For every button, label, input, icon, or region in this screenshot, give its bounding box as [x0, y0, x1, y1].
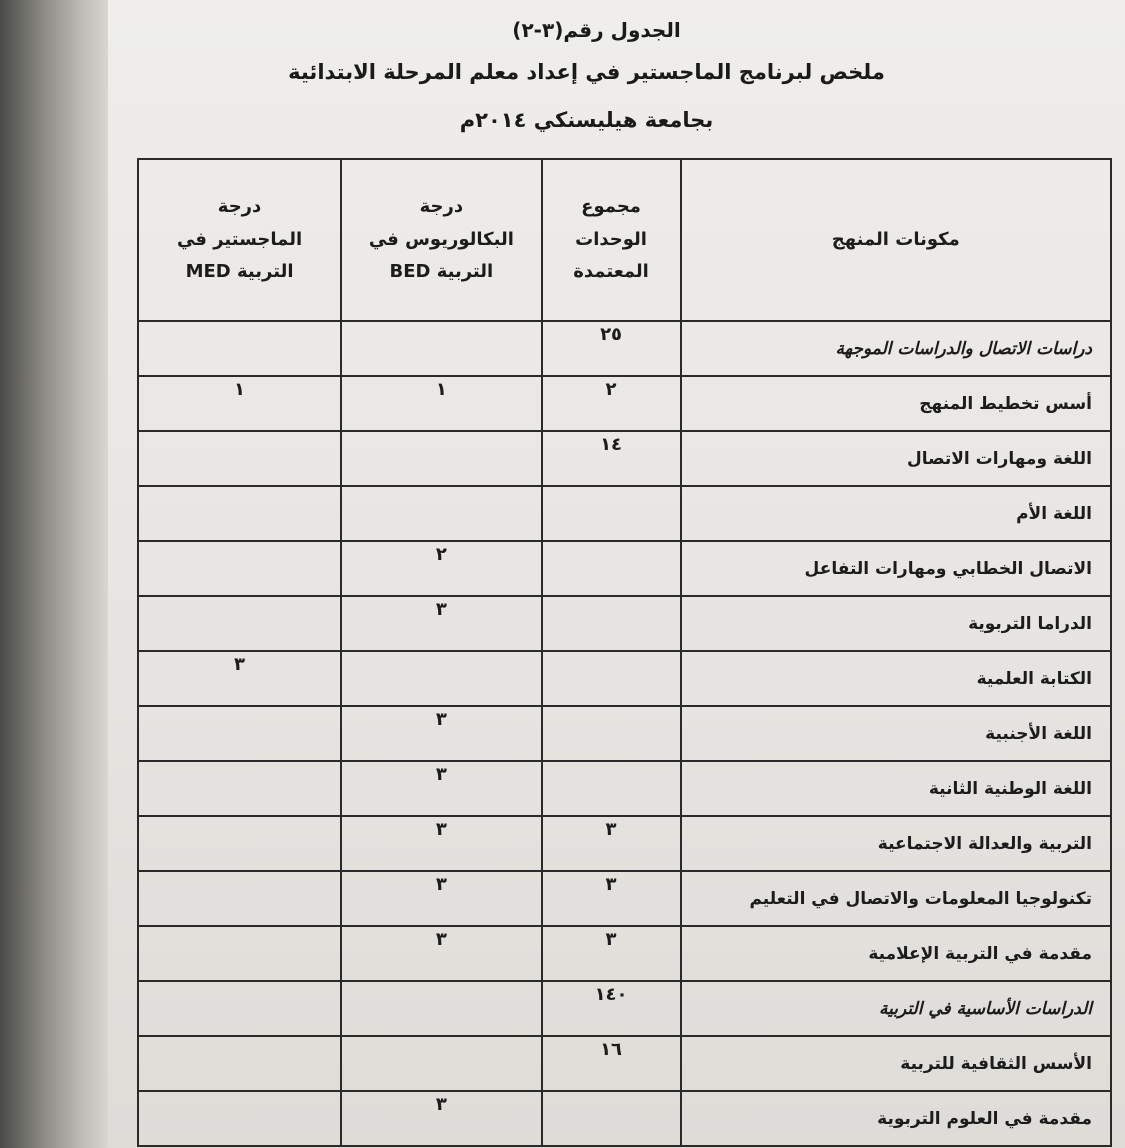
row-bed: ١ [341, 376, 541, 431]
header-med-line1: درجة [217, 196, 262, 218]
header-med-line3: التربية MED [185, 261, 294, 283]
row-component: الدراما التربوية [681, 596, 1111, 651]
table-row [138, 486, 1111, 541]
row-component: التربية والعدالة الاجتماعية [681, 816, 1111, 871]
row-units [542, 1091, 681, 1146]
table-row [138, 981, 1111, 1036]
row-units: ٣ [542, 816, 681, 871]
table-row [138, 376, 1111, 431]
table-row [138, 871, 1111, 926]
header-bed-line3: التربية BED [389, 261, 494, 283]
table-row [138, 816, 1111, 871]
row-bed [341, 321, 541, 376]
row-component: اللغة ومهارات الاتصال [681, 431, 1111, 486]
row-med [138, 1036, 341, 1091]
row-bed: ٣ [341, 761, 541, 816]
row-units [542, 761, 681, 816]
row-units [542, 541, 681, 596]
row-bed [341, 651, 541, 706]
row-bed [341, 981, 541, 1036]
table-row [138, 761, 1111, 816]
row-bed [341, 1036, 541, 1091]
row-bed [341, 486, 541, 541]
row-med [138, 871, 341, 926]
row-units [542, 486, 681, 541]
row-component: الاتصال الخطابي ومهارات التفاعل [681, 541, 1111, 596]
row-med [138, 541, 341, 596]
header-units [542, 159, 681, 321]
row-component: اللغة الأجنبية [681, 706, 1111, 761]
table-number: الجدول رقم(٣-٢) [512, 18, 681, 42]
table-row [138, 541, 1111, 596]
table-row [138, 651, 1111, 706]
row-component: مقدمة في العلوم التربوية [681, 1091, 1111, 1146]
row-med: ٣ [138, 651, 341, 706]
row-units [542, 596, 681, 651]
table-title: ملخص لبرنامج الماجستير في إعداد معلم المرحلة الابتدائية [288, 60, 885, 84]
row-component: اللغة الأم [681, 486, 1111, 541]
table-row [138, 706, 1111, 761]
row-med [138, 981, 341, 1036]
header-bed-line1: درجة [419, 196, 464, 218]
row-med [138, 1091, 341, 1146]
row-bed: ٣ [341, 816, 541, 871]
row-component: الدراسات الأساسية في التربية [681, 981, 1111, 1036]
table-row [138, 596, 1111, 651]
row-med [138, 321, 341, 376]
row-units: ٣ [542, 871, 681, 926]
row-component: مقدمة في التربية الإعلامية [681, 926, 1111, 981]
row-units: ٣ [542, 926, 681, 981]
row-bed: ٣ [341, 926, 541, 981]
row-units: ١٤ [542, 431, 681, 486]
table-row [138, 321, 1111, 376]
row-med [138, 596, 341, 651]
header-components-label: مكونات المنهج [831, 228, 960, 250]
row-units: ١٤٠ [542, 981, 681, 1036]
row-bed: ٢ [341, 541, 541, 596]
table-subtitle: بجامعة هيليسنكي ٢٠١٤م [459, 108, 714, 132]
row-bed: ٣ [341, 596, 541, 651]
row-units: ١٦ [542, 1036, 681, 1091]
row-component: الكتابة العلمية [681, 651, 1111, 706]
header-units-line3: المعتمدة [573, 261, 649, 283]
table-row [138, 431, 1111, 486]
header-row [138, 159, 1111, 321]
row-component: الأسس الثقافية للتربية [681, 1036, 1111, 1091]
table-row [138, 926, 1111, 981]
row-component: دراسات الاتصال والدراسات الموجهة [681, 321, 1111, 376]
book-spine-shadow [0, 0, 108, 1148]
curriculum-table [137, 158, 1112, 1147]
header-med-line2: الماجستير في [176, 228, 303, 250]
row-units [542, 706, 681, 761]
row-med [138, 431, 341, 486]
row-med [138, 486, 341, 541]
header-units-line1: مجموع [581, 196, 641, 218]
header-components [681, 159, 1111, 321]
book-page [108, 0, 1125, 1148]
row-component: أسس تخطيط المنهج [681, 376, 1111, 431]
row-component: اللغة الوطنية الثانية [681, 761, 1111, 816]
header-med [138, 159, 341, 321]
row-bed: ٣ [341, 706, 541, 761]
row-bed: ٣ [341, 871, 541, 926]
header-bed [341, 159, 541, 321]
row-med: ١ [138, 376, 341, 431]
table-row [138, 1036, 1111, 1091]
row-med [138, 706, 341, 761]
row-med [138, 816, 341, 871]
header-bed-line2: البكالوريوس في [368, 228, 514, 250]
header-units-line2: الوحدات [575, 228, 647, 250]
row-med [138, 926, 341, 981]
row-units: ٢ [542, 376, 681, 431]
row-units [542, 651, 681, 706]
row-med [138, 761, 341, 816]
row-bed [341, 431, 541, 486]
row-bed: ٣ [341, 1091, 541, 1146]
row-units: ٢٥ [542, 321, 681, 376]
table-row [138, 1091, 1111, 1146]
row-component: تكنولوجيا المعلومات والاتصال في التعليم [681, 871, 1111, 926]
